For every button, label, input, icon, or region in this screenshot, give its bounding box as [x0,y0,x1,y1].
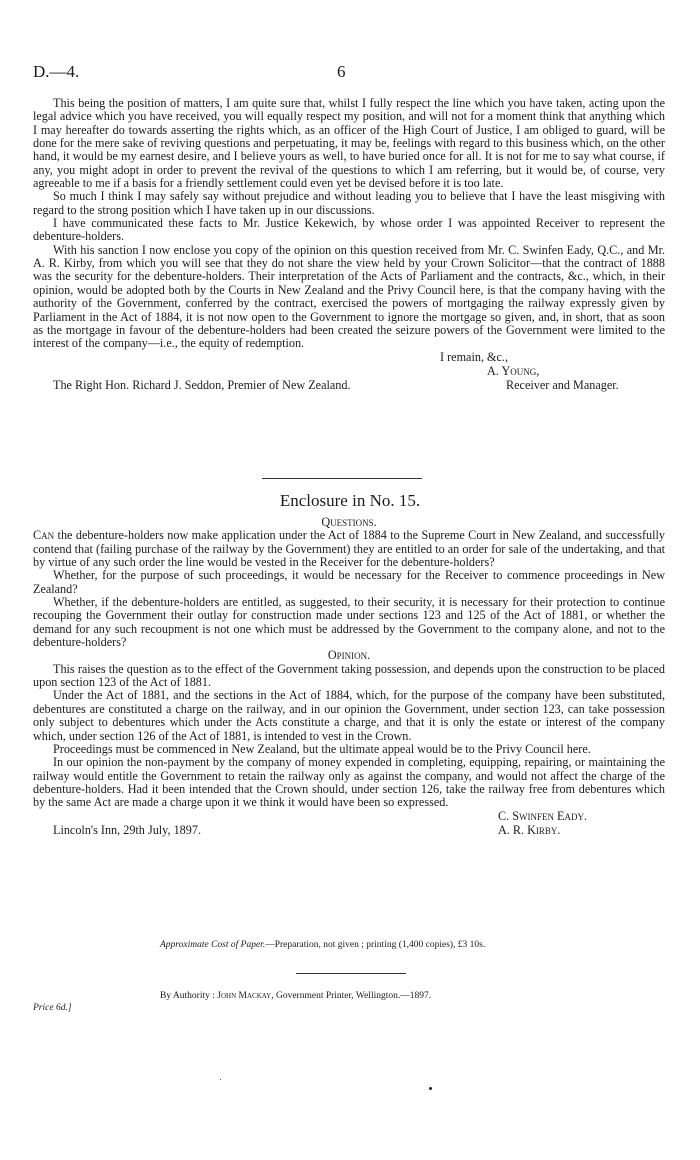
document-reference: D.—4. [33,62,80,81]
letter-addressee: The Right Hon. Richard J. Seddon, Premier of New Zealand. [53,377,351,392]
letter-signatory: A. Young, [487,363,540,378]
question-text: the debenture-holders now make application under the Act of 1884 to the Supreme Court in New Zealand, and successfully contend that (failing purchase of the railway by the Government) they are entitled to an order for sale of the undertaking, and that by virtue of any such order the line would be vested in the Receiver for the debenture-holders? [33,528,665,570]
opinion-signatory-1: C. Swinfen Eady. [498,808,588,823]
page-number: 6 [337,62,346,81]
cost-note [160,940,485,950]
print-speck [429,1087,432,1090]
section-divider [262,478,422,479]
cost-label: Approximate Cost of Paper. [160,940,266,950]
signatory-row [33,365,665,379]
authority-line [160,991,431,1001]
question: Whether, for the purpose of such proceedings, it would be necessary for the Receiver to commence proceedings in New Zealand? [33,568,665,596]
letter-closing: I remain, &c., [440,349,509,364]
letter-paragraph: This being the position of matters, I am quite sure that, whilst I fully respect the line which you have taken, acting upon the legal advice which you have received, you will equally respect my position, and will not for a moment think that anything which I may hereafter do towards asserting the rights which, as an officer of the High Court of Justice, I am obliged to guard, will be done for the mere sake of reviving questions and perpetuating, it may be, feelings with regard to this business which, on the other hand, it would be my earnest desire, and I believe yours as well, to have buried once for all. It is not for me to say what course, if any, you might adopt in order to prevent the revival of the questions to which I am referring, but it would be, of course, very agreeable to me if a basis for a friendly settlement could even yet be devised before it is too late. [33,96,665,191]
closing-row [33,351,665,365]
question: Whether, if the debenture-holders are entitled, as suggested, to their security, it is necessary for their protection to continue recouping the Government their outlay for construction made under sections 123 and 125 of the Act of 1881, or whether the demand for any such recoupment is not one which must be addressed by the Government to the company alone, and not to the debenture-holders? [33,595,665,650]
questions-heading: Questions. [321,515,377,529]
opinion-place-row [33,824,665,838]
opinion-paragraph: Under the Act of 1881, and the sections in the Act of 1884, which, for the purpose of the company have been substituted, debentures are constituted a charge on the railway, and in our opinion the Government, under section 123, can take possession only subject to debentures which under the Acts constitute a charge, and that it is only the estate or interest of the company which, under section 126 of the Act of 1881, is intended to vest in the Crown. [33,688,665,743]
opinion-signatory-2: A. R. Kirby. [498,822,561,837]
letter-body [33,97,665,393]
enclosure-title: Enclosure in No. 15. [279,491,421,510]
printer-name: John Mackay [217,991,272,1001]
authority-prefix: By Authority : [160,991,218,1001]
letter-paragraph: So much I think I may safely say without prejudice and without leading you to believe that I have the least misgiving with regard to the strong position which I have taken up in our discussions. [33,189,665,217]
cost-text: —Preparation, not given ; printing (1,400 copies), £3 10s. [265,940,486,950]
opinion-paragraph: In our opinion the non-payment by the company of money expended in completing, equipping, repairing, or maintaining the railway would entitle the Government to retain the railway only as against the company, and would not affect the charge of the debenture-holders. Had it been intended that the Crown should, under section 126, take the railway free from debentures which by the same Act are made a charge upon it we think it would have been so expressed. [33,755,665,810]
addressee-row [33,379,665,393]
opinion-paragraph: Proceedings must be commenced in New Zealand, but the ultimate appeal would be to the Privy Council here. [53,741,591,756]
price: Price 6d.] [33,1003,72,1013]
authority-suffix: , Government Printer, Wellington.—1897. [271,991,432,1001]
opinion-paragraph: This raises the question as to the effect of the Government taking possession, and depends upon the construction to be placed upon section 123 of the Act of 1881. [33,661,665,690]
print-speck [220,1079,221,1080]
letter-paragraph: I have communicated these facts to Mr. Justice Kekewich, by whose order I was appointed Receiver to represent the debenture-holders. [33,216,665,244]
question-lead: Can [33,528,55,543]
place-date: Lincoln's Inn, 29th July, 1897. [53,822,201,837]
footer-divider [296,973,406,974]
signatory-title: Receiver and Manager. [506,377,619,392]
letter-paragraph: With his sanction I now enclose you copy of the opinion on this question received from Mr. C. Swinfen Eady, Q.C., and Mr. A. R. Kirby, from which you will see that they do not share the view held by your Crown Solicitor—that the contract of 1888 was the security for the debenture-holders. Their interpretation of the Acts of Parliament and the contracts, &c., which, in their opinion, would be adopted both by the Courts in New Zealand and the Privy Council here, is that the company having with the authority of the Government, conferred by the contract, exercised the powers of mortgaging the railway expressly given by Parliament in the Act of 1884, it is not now open to the Government to ignore the mortgage so given, and, in short, that as soon as the mortgage in favour of the debenture-holders had been created the seizure powers of the Government were limited to the interest of the company—i.e., the equity of redemption. [33,242,665,351]
opinion-heading: Opinion. [327,648,371,663]
enclosure-body [33,516,665,838]
opinion-signatory-row [33,810,665,824]
question [33,529,665,569]
